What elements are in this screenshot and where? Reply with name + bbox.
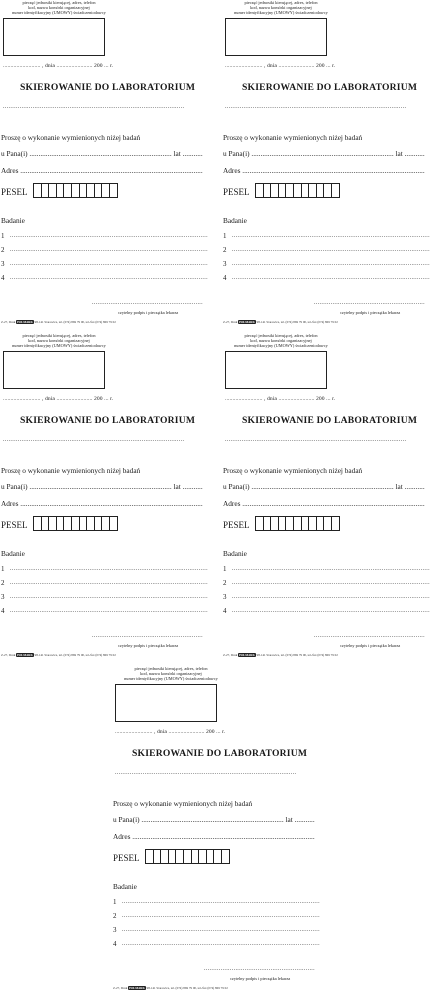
pesel-digit-box[interactable] — [331, 516, 340, 531]
test-row-number: 1 — [1, 565, 5, 573]
test-row-field[interactable]: ........................................................................................................... — [10, 566, 208, 572]
test-row-field[interactable]: ........................................................................................................... — [10, 580, 208, 586]
rule-line: .................................................................................................. — [115, 770, 297, 776]
institution-header — [112, 666, 230, 682]
publisher-logo: POLMARK — [129, 986, 145, 990]
rule-line: .................................................................................................. — [225, 437, 407, 443]
date-line[interactable]: ......................... , dnia ........................ 200 ... r. — [225, 63, 336, 69]
test-row-field[interactable]: ........................................................................................................... — [10, 594, 208, 600]
test-row-number: 2 — [223, 246, 227, 254]
address-field[interactable]: Adres .................................................................................................... — [1, 499, 203, 508]
referral-form-4 — [222, 333, 444, 663]
test-row-number: 3 — [113, 926, 117, 934]
patient-name-field[interactable]: u Pana(i) .............................................................................. lat ........... — [113, 815, 315, 824]
form-title: SKIEROWANIE DO LABORATORIUM — [20, 82, 196, 93]
footer-code: Z-27, Druk — [113, 986, 128, 990]
test-row-number: 4 — [1, 607, 5, 615]
publisher-logo: POLMARK — [17, 653, 33, 657]
footer-address: 98-141 Starowice, tel. (074) 869 79 00, tel./fax (074) 869 79 02 — [256, 320, 338, 324]
test-row-number: 2 — [223, 579, 227, 587]
test-row-field[interactable]: ........................................................................................................... — [122, 941, 320, 947]
request-text: Proszę o wykonanie wymienionych niżej badań — [1, 133, 141, 142]
test-row-number: 4 — [113, 940, 117, 948]
signature-line[interactable]: ............................................................ — [204, 966, 315, 972]
signature-label: czytelny podpis i pieczątka lekarza — [340, 310, 401, 315]
test-row-number: 3 — [1, 593, 5, 601]
tests-label: Badanie — [113, 882, 137, 891]
test-row-field[interactable]: ........................................................................................................... — [232, 247, 430, 253]
signature-line[interactable]: ............................................................ — [92, 633, 203, 639]
pesel-boxes[interactable] — [145, 849, 229, 864]
publisher-logo: POLMARK — [17, 320, 33, 324]
header-line-id: numer identyfikacyjny (UMOWY) świadczeniodawcy — [234, 10, 328, 16]
test-row-number: 1 — [223, 232, 227, 240]
request-text: Proszę o wykonanie wymienionych niżej badań — [113, 799, 253, 808]
pesel-label: PESEL — [113, 853, 140, 863]
patient-name-field[interactable]: u Pana(i) .............................................................................. lat ........... — [223, 149, 425, 158]
test-row-number: 2 — [1, 246, 5, 254]
date-line[interactable]: ......................... , dnia ........................ 200 ... r. — [3, 396, 114, 402]
test-row-field[interactable]: ........................................................................................................... — [10, 247, 208, 253]
header-line-id: numer identyfikacyjny (UMOWY) świadczeniodawcy — [234, 343, 328, 349]
signature-label: czytelny podpis i pieczątka lekarza — [230, 976, 291, 981]
test-row-field[interactable]: ........................................................................................................... — [232, 580, 430, 586]
test-row-number: 1 — [223, 565, 227, 573]
signature-label: czytelny podpis i pieczątka lekarza — [118, 643, 179, 648]
test-row-number: 4 — [1, 274, 5, 282]
address-field[interactable]: Adres .................................................................................................... — [113, 832, 315, 841]
print-footer — [113, 986, 228, 990]
signature-label: czytelny podpis i pieczątka lekarza — [340, 643, 401, 648]
test-row-number: 1 — [1, 232, 5, 240]
header-line-stamp: pieczęć jednostki kierującej, adres, telefon — [244, 333, 318, 338]
stamp-box[interactable] — [3, 18, 105, 56]
pesel-digit-box[interactable] — [221, 849, 230, 864]
header-line-id: numer identyfikacyjny (UMOWY) świadczeniodawcy — [12, 343, 106, 349]
publisher-logo: POLMARK — [239, 653, 255, 657]
institution-header — [0, 333, 118, 349]
tests-label: Badanie — [223, 216, 247, 225]
footer-code: Z-27, Druk — [223, 653, 238, 657]
tests-label: Badanie — [223, 549, 247, 558]
institution-header — [0, 0, 118, 16]
rule-line: .................................................................................................. — [225, 104, 407, 110]
test-row-field[interactable]: ........................................................................................................... — [232, 261, 430, 267]
referral-form-1 — [0, 0, 222, 330]
test-row-field[interactable]: ........................................................................................................... — [122, 927, 320, 933]
test-row-number: 2 — [113, 912, 117, 920]
test-row-field[interactable]: ........................................................................................................... — [10, 261, 208, 267]
pesel-digit-box[interactable] — [109, 516, 118, 531]
pesel-boxes[interactable] — [255, 516, 339, 531]
rule-line: .................................................................................................. — [3, 104, 185, 110]
request-text: Proszę o wykonanie wymienionych niżej badań — [223, 133, 363, 142]
request-text: Proszę o wykonanie wymienionych niżej badań — [1, 466, 141, 475]
referral-form-2 — [222, 0, 444, 330]
test-row-field[interactable]: ........................................................................................................... — [232, 566, 430, 572]
form-title: SKIEROWANIE DO LABORATORIUM — [242, 415, 418, 426]
pesel-digit-box[interactable] — [331, 183, 340, 198]
footer-address: 98-141 Starowice, tel. (074) 869 79 00, tel./fax (074) 869 79 02 — [34, 320, 116, 324]
test-row-field[interactable]: ........................................................................................................... — [232, 233, 430, 239]
signature-line[interactable]: ............................................................ — [92, 300, 203, 306]
stamp-box[interactable] — [225, 18, 327, 56]
pesel-boxes[interactable] — [33, 183, 117, 198]
print-footer — [223, 320, 338, 324]
header-line-unit: kod, nazwa komórki organizacyjnej — [28, 338, 90, 344]
footer-code: Z-27, Druk — [1, 320, 16, 324]
print-footer — [1, 320, 116, 324]
footer-code: Z-27, Druk — [223, 320, 238, 324]
test-row-field[interactable]: ........................................................................................................... — [122, 913, 320, 919]
test-row-field[interactable]: ........................................................................................................... — [10, 608, 208, 614]
date-line[interactable]: ......................... , dnia ........................ 200 ... r. — [225, 396, 336, 402]
test-row-number: 4 — [223, 274, 227, 282]
test-row-number: 3 — [223, 260, 227, 268]
pesel-boxes[interactable] — [255, 183, 339, 198]
tests-label: Badanie — [1, 216, 25, 225]
header-line-stamp: pieczęć jednostki kierującej, adres, telefon — [134, 666, 208, 671]
pesel-label: PESEL — [1, 187, 28, 197]
date-line[interactable]: ......................... , dnia ........................ 200 ... r. — [3, 63, 114, 69]
patient-name-field[interactable]: u Pana(i) .............................................................................. lat ........... — [1, 149, 203, 158]
institution-header — [222, 333, 340, 349]
signature-line[interactable]: ............................................................ — [314, 633, 425, 639]
stamp-box[interactable] — [225, 351, 327, 389]
referral-form-5 — [112, 666, 334, 996]
footer-address: 98-141 Starowice, tel. (074) 869 79 00, tel./fax (074) 869 79 02 — [34, 653, 116, 657]
header-line-unit: kod, nazwa komórki organizacyjnej — [250, 338, 312, 344]
test-row-number: 3 — [223, 593, 227, 601]
header-line-stamp: pieczęć jednostki kierującej, adres, telefon — [22, 333, 96, 338]
test-row-number: 2 — [1, 579, 5, 587]
request-text: Proszę o wykonanie wymienionych niżej badań — [223, 466, 363, 475]
test-row-field[interactable]: ........................................................................................................... — [232, 594, 430, 600]
header-line-stamp: pieczęć jednostki kierującej, adres, telefon — [244, 0, 318, 5]
stamp-box[interactable] — [115, 684, 217, 722]
referral-form-3 — [0, 333, 222, 663]
header-line-id: numer identyfikacyjny (UMOWY) świadczeniodawcy — [124, 676, 218, 682]
test-row-field[interactable]: ........................................................................................................... — [10, 275, 208, 281]
stamp-box[interactable] — [3, 351, 105, 389]
patient-name-field[interactable]: u Pana(i) .............................................................................. lat ........... — [1, 482, 203, 491]
header-line-unit: kod, nazwa komórki organizacyjnej — [140, 671, 202, 677]
pesel-label: PESEL — [223, 520, 250, 530]
address-field[interactable]: Adres .................................................................................................... — [1, 166, 203, 175]
test-row-field[interactable]: ........................................................................................................... — [232, 608, 430, 614]
patient-name-field[interactable]: u Pana(i) .............................................................................. lat ........... — [223, 482, 425, 491]
test-row-number: 3 — [1, 260, 5, 268]
form-title: SKIEROWANIE DO LABORATORIUM — [132, 748, 308, 759]
test-row-field[interactable]: ........................................................................................................... — [232, 275, 430, 281]
form-title: SKIEROWANIE DO LABORATORIUM — [242, 82, 418, 93]
test-row-number: 4 — [223, 607, 227, 615]
signature-line[interactable]: ............................................................ — [314, 300, 425, 306]
pesel-label: PESEL — [1, 520, 28, 530]
institution-header — [222, 0, 340, 16]
address-field[interactable]: Adres .................................................................................................... — [223, 166, 425, 175]
pesel-digit-box[interactable] — [109, 183, 118, 198]
tests-label: Badanie — [1, 549, 25, 558]
print-footer — [223, 653, 338, 657]
test-row-field[interactable]: ........................................................................................................... — [122, 899, 320, 905]
rule-line: .................................................................................................. — [3, 437, 185, 443]
header-line-unit: kod, nazwa komórki organizacyjnej — [28, 5, 90, 11]
signature-label: czytelny podpis i pieczątka lekarza — [118, 310, 179, 315]
print-footer — [1, 653, 116, 657]
test-row-field[interactable]: ........................................................................................................... — [10, 233, 208, 239]
header-line-unit: kod, nazwa komórki organizacyjnej — [250, 5, 312, 11]
pesel-boxes[interactable] — [33, 516, 117, 531]
form-title: SKIEROWANIE DO LABORATORIUM — [20, 415, 196, 426]
pesel-label: PESEL — [223, 187, 250, 197]
date-line[interactable]: ......................... , dnia ........................ 200 ... r. — [115, 729, 226, 735]
footer-address: 98-141 Starowice, tel. (074) 869 79 00, tel./fax (074) 869 79 02 — [256, 653, 338, 657]
test-row-number: 1 — [113, 898, 117, 906]
header-line-id: numer identyfikacyjny (UMOWY) świadczeniodawcy — [12, 10, 106, 16]
header-line-stamp: pieczęć jednostki kierującej, adres, telefon — [22, 0, 96, 5]
address-field[interactable]: Adres .................................................................................................... — [223, 499, 425, 508]
footer-address: 98-141 Starowice, tel. (074) 869 79 00, tel./fax (074) 869 79 02 — [146, 986, 228, 990]
publisher-logo: POLMARK — [239, 320, 255, 324]
footer-code: Z-27, Druk — [1, 653, 16, 657]
